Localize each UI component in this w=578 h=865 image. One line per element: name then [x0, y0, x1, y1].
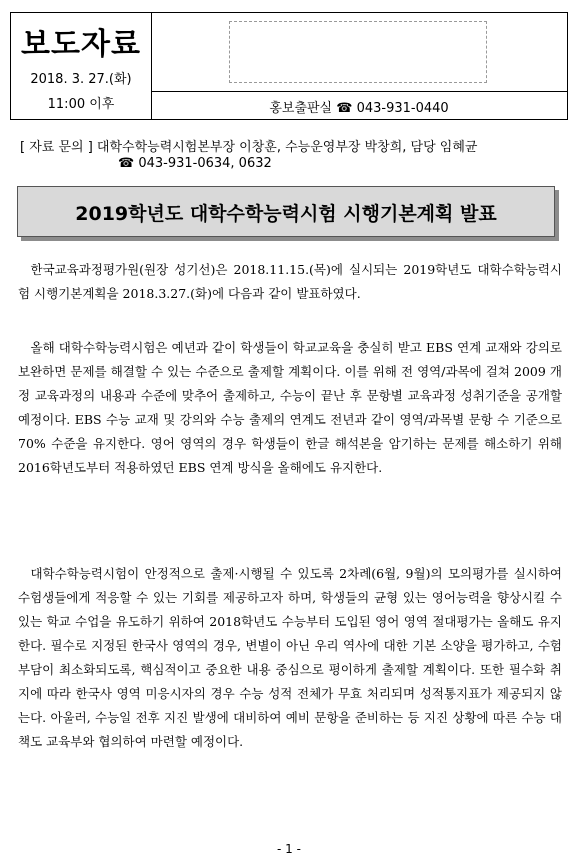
header-right-cell	[151, 13, 567, 119]
header-divider	[151, 91, 567, 92]
paragraph-2: 올해 대학수학능력시험은 예년과 같이 학생들이 학교교육을 충실히 받고 EBS 연계 교재와 강의로 보완하면 문제를 해결할 수 있는 수준으로 출제할 계획이다. 이를 위해 전 영역/과목에 걸쳐 2009 개정 교육과정의 내용과 수준에 맞추어 출제하고, 수능이 끝난 후 문항별 교육과정 성취기준을 공개할 예정이다. EBS 수능 교재 및 강의와 수능 출제의 연계도 전년과 같이 영역/과목별 문항 수 기준으로 70% 수준을 유지한다. 영어 영역의 경우 학생들이 한글 해석본을 암기하는 문제를 해소하기 위해 2016학년도부터 적용하였던 EBS 연계 방식을 올해에도 유지한다.	[18, 340, 562, 475]
release-date: 2018. 3. 27.(화)	[30, 72, 132, 87]
paragraph-1: 한국교육과정평가원(원장 성기선)은 2018.11.15.(목)에 실시되는 2019학년도 대학수학능력시험 시행기본계획을 2018.3.27.(화)에 다음과 같이 발표하였다.	[18, 262, 562, 301]
press-office-contact: 홍보출판실 ☎ 043-931-0440	[269, 101, 449, 116]
header-box	[10, 12, 568, 120]
inquiry-line: [ 자료 문의 ] 대학수학능력시험본부장 이창훈, 수능운영부장 박창희, 담당 임혜균	[20, 140, 478, 155]
logo-placeholder	[229, 21, 487, 83]
document-title: 2019학년도 대학수학능력시험 시행기본계획 발표	[75, 203, 497, 225]
page-number: - 1 -	[277, 842, 301, 856]
title-banner	[17, 186, 559, 241]
release-time: 11:00 이후	[47, 97, 115, 112]
paragraph-3: 대학수학능력시험이 안정적으로 출제·시행될 수 있도록 2차례(6월, 9월)의 모의평가를 실시하여 수험생들에게 적응할 수 있는 기회를 제공하고자 하며, 학생들의 균형 있는 영어능력을 향상시킬 수 있는 학교 수업을 유도하기 위하여 2018학년도 수능부터 도입된 영어 영역 절대평가는 올해도 유지한다. 필수로 지정된 한국사 영역의 경우, 변별이 아닌 우리 역사에 대한 기본 소양을 평가하고, 수험 부담이 최소화되도록, 핵심적이고 중요한 내용 중심으로 평이하게 출제할 계획이다. 또한 필수화 취지에 따라 한국사 영역 미응시자의 경우 수능 성적 전체가 무효 처리되며 성적통지표가 제공되지 않는다. 아울러, 수능일 전후 지진 발생에 대비하여 예비 문항을 준비하는 등 지진 상황에 따른 수능 대책도 교육부와 협의하여 마련할 예정이다.	[18, 566, 562, 749]
inquiry-phone: ☎ 043-931-0634, 0632	[118, 156, 272, 171]
doc-type-title: 보도자료	[21, 27, 141, 62]
header-left-cell	[11, 13, 152, 119]
title-box	[17, 186, 555, 237]
